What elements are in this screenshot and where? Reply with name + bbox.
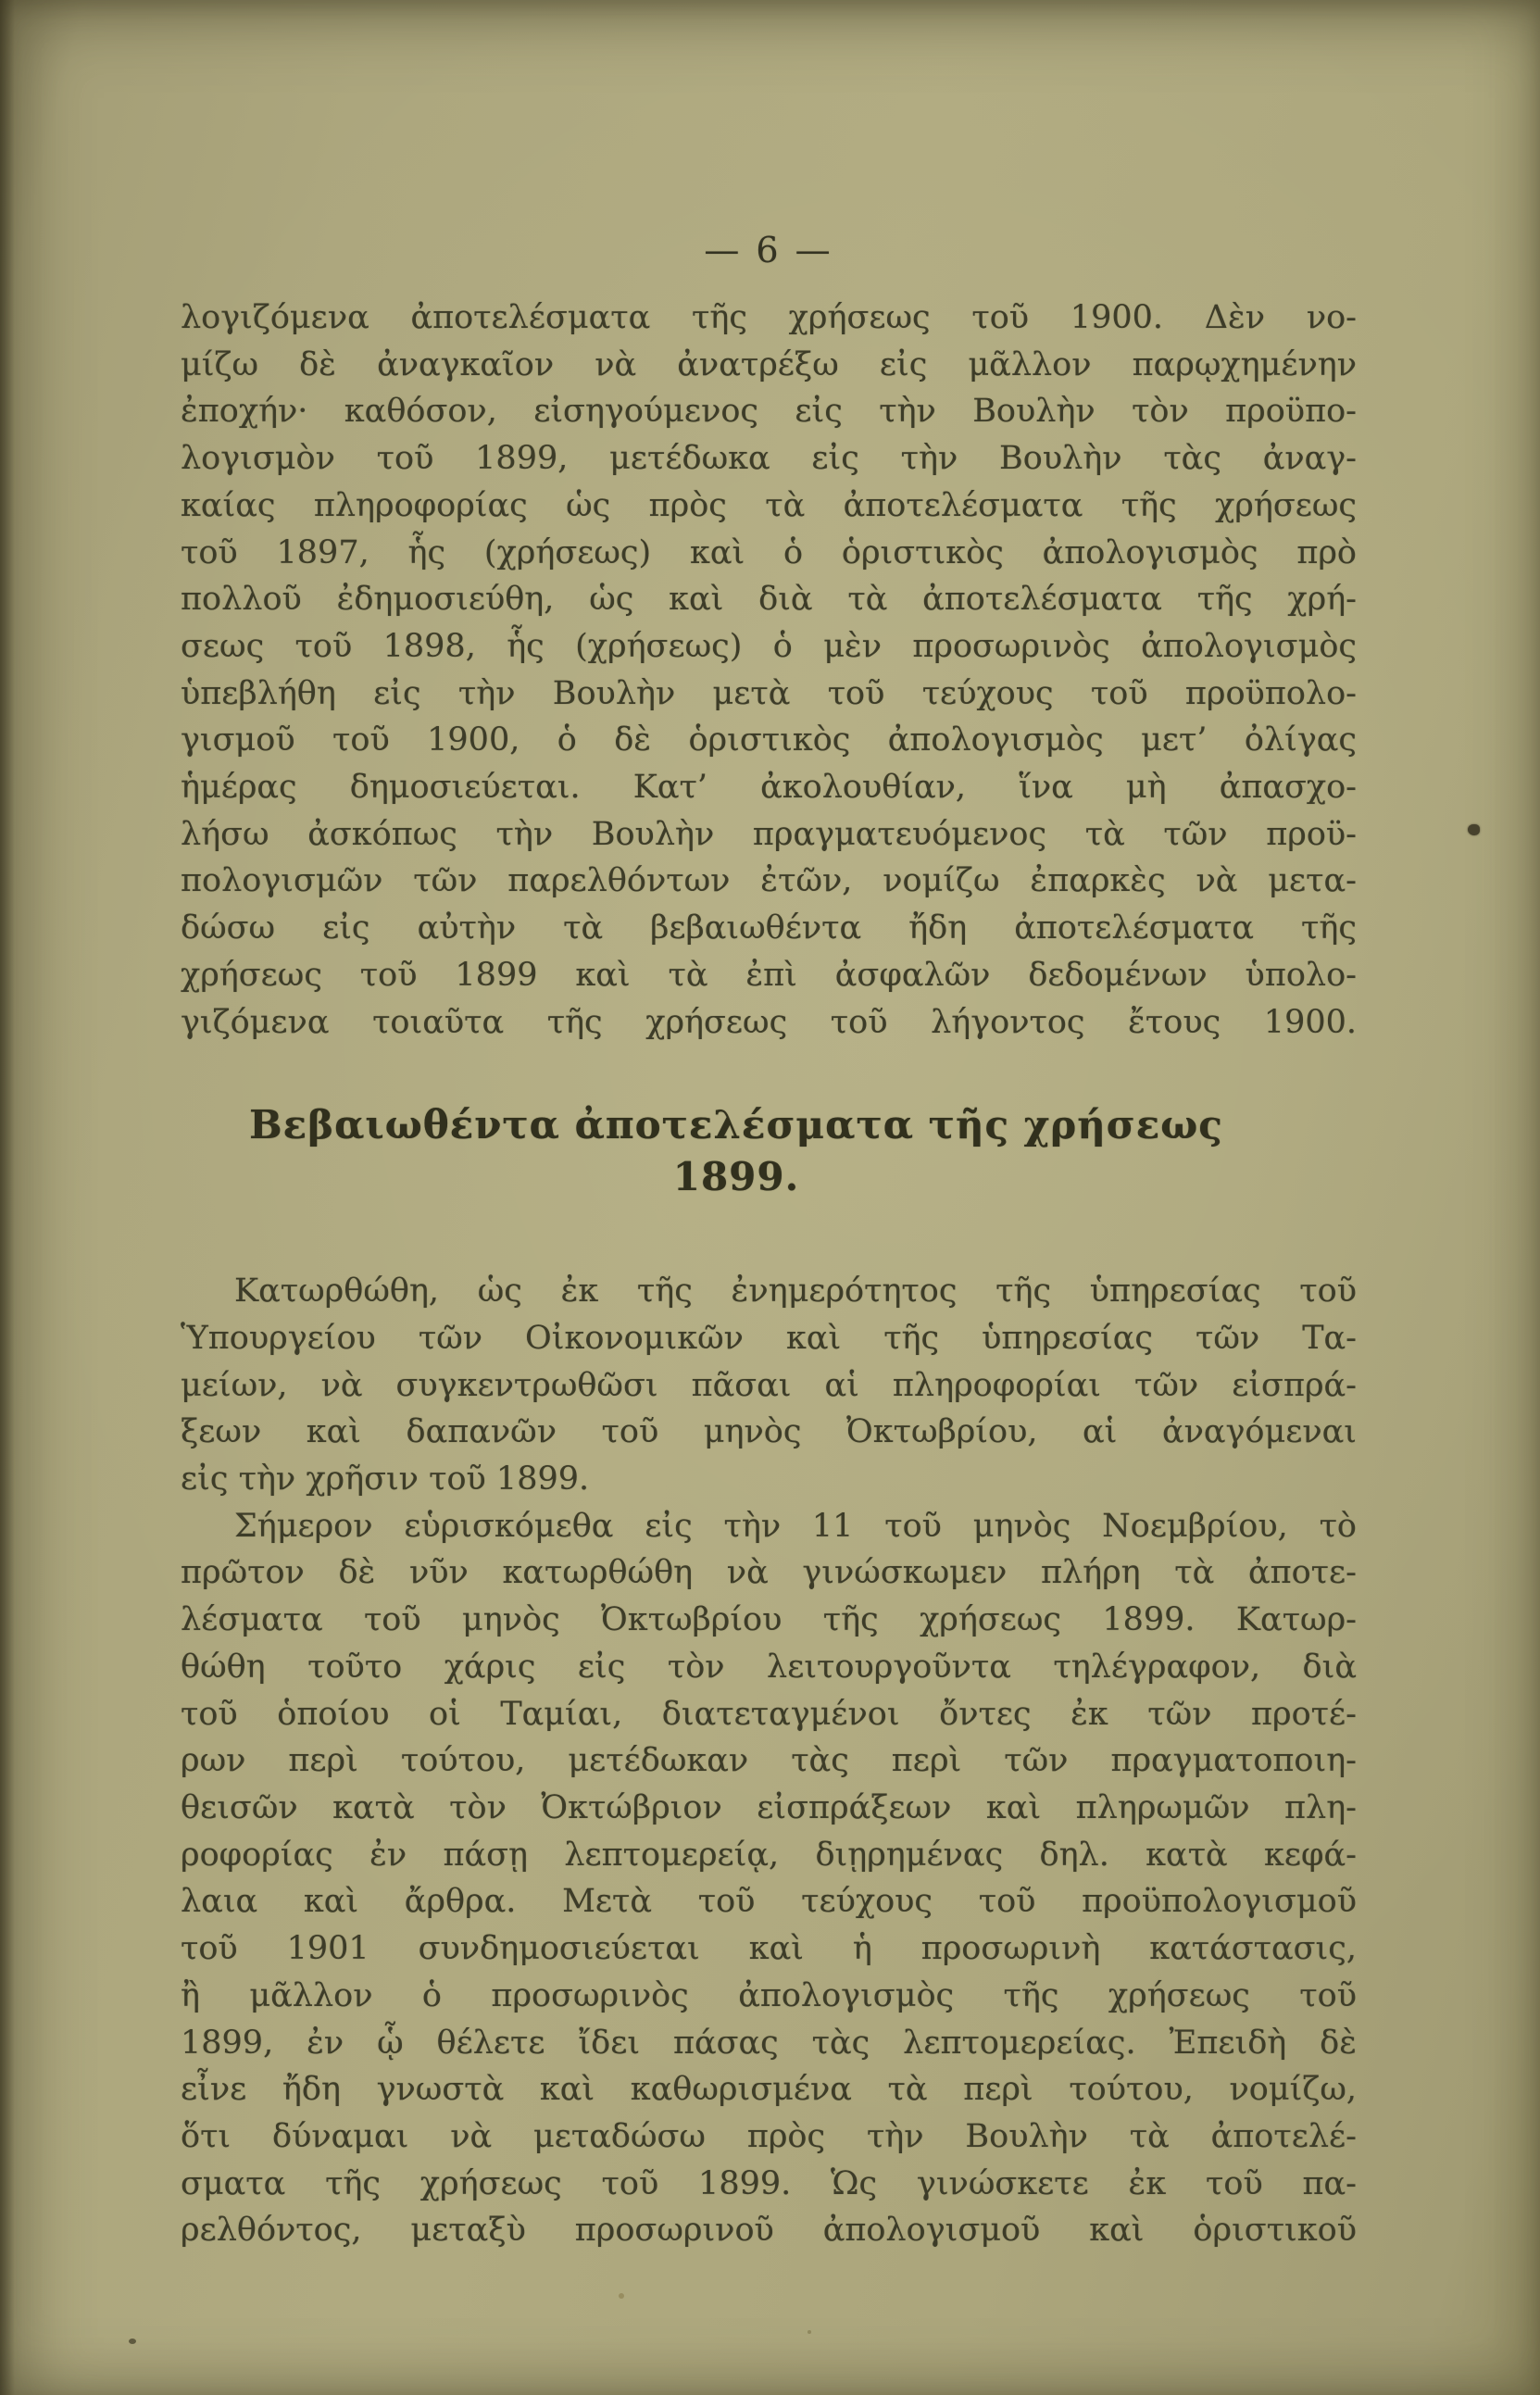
text-line: γισμοῦ τοῦ 1900, ὁ δὲ ὁριστικὸς ἀπολογισμὸς μετ’ ὀλίγας — [181, 721, 1357, 759]
text-line: τοῦ ὁποίου οἱ Ταμίαι, διατεταγμένοι ὄντες ἐκ τῶν προτέ- — [181, 1695, 1357, 1733]
ink-spot — [1468, 824, 1480, 835]
text-line: χρήσεως τοῦ 1899 καὶ τὰ ἐπὶ ἀσφαλῶν δεδομένων ὑπολο- — [181, 956, 1357, 994]
ink-spot — [129, 2339, 136, 2344]
section-heading: Βεβαιωθέντα ἀποτελέσματα τῆς χρήσεως 1899. — [249, 1102, 1223, 1200]
page-number: — 6 — — [704, 230, 833, 270]
text-line: ρελθόντος, μεταξὺ προσωρινοῦ ἀπολογισμοῦ καὶ ὁριστικοῦ — [181, 2212, 1357, 2250]
binding-edge-shadow — [0, 0, 15, 2395]
text-line: λογισμὸν τοῦ 1899, μετέδωκα εἰς τὴν Βουλὴν τὰς ἀναγ- — [181, 440, 1357, 478]
text-line: λογιζόμενα ἀποτελέσματα τῆς χρήσεως τοῦ 1900. Δὲν νο- — [181, 299, 1357, 336]
text-line: Κατωρθώθη, ὡς ἐκ τῆς ἐνημερότητος τῆς ὑπηρεσίας τοῦ — [234, 1273, 1357, 1310]
text-line: πολογισμῶν τῶν παρελθόντων ἐτῶν, νομίζω ἐπαρκὲς νὰ μετα- — [181, 862, 1357, 900]
text-line: δώσω εἰς αὐτὴν τὰ βεβαιωθέντα ἤδη ἀποτελέσματα τῆς — [181, 909, 1357, 947]
paragraph — [181, 1268, 1357, 1503]
text-line: γιζόμενα τοιαῦτα τῆς χρήσεως τοῦ λήγοντος ἔτους 1900. — [181, 1003, 1357, 1041]
text-line: μείων, νὰ συγκεντρωθῶσι πᾶσαι αἱ πληροφορίαι τῶν εἰσπρά- — [181, 1366, 1357, 1404]
text-line: ρων περὶ τούτου, μετέδωκαν τὰς περὶ τῶν πραγματοποιη- — [181, 1742, 1357, 1780]
text-line: ροφορίας ἐν πάσῃ λεπτομερείᾳ, διῃρημένας δηλ. κατὰ κεφά- — [181, 1836, 1357, 1874]
paper-speck — [808, 2330, 811, 2334]
text-line: πολλοῦ ἐδημοσιεύθη, ὡς καὶ διὰ τὰ ἀποτελέσματα τῆς χρή- — [181, 581, 1357, 619]
text-line: καίας πληροφορίας ὡς πρὸς τὰ ἀποτελέσματα τῆς χρήσεως — [181, 486, 1357, 524]
paragraph — [181, 1503, 1357, 2254]
text-line: ξεων καὶ δαπανῶν τοῦ μηνὸς Ὀκτωβρίου, αἱ ἀναγόμεναι — [181, 1413, 1357, 1451]
text-line: 1899, ἐν ᾧ θέλετε ἴδει πάσας τὰς λεπτομερείας. Ἐπειδὴ δὲ — [181, 2024, 1357, 2062]
text-line: μίζω δὲ ἀναγκαῖον νὰ ἀνατρέξω εἰς μᾶλλον παρῳχημένην — [181, 345, 1357, 383]
text-line: πρῶτον δὲ νῦν κατωρθώθη νὰ γινώσκωμεν πλήρη τὰ ἀποτε- — [181, 1554, 1357, 1592]
text-line: λέσματα τοῦ μηνὸς Ὀκτωβρίου τῆς χρήσεως 1899. Κατωρ- — [181, 1601, 1357, 1639]
paper-speck — [619, 2293, 624, 2299]
text-line: σματα τῆς χρήσεως τοῦ 1899. Ὡς γινώσκετε ἐκ τοῦ πα- — [181, 2164, 1357, 2202]
text-line: θώθη τοῦτο χάρις εἰς τὸν λειτουργοῦντα τηλέγραφον, διὰ — [181, 1648, 1357, 1686]
text-line: σεως τοῦ 1898, ἧς (χρήσεως) ὁ μὲν προσωρινὸς ἀπολογισμὸς — [181, 627, 1357, 665]
text-line: ὑπεβλήθη εἰς τὴν Βουλὴν μετὰ τοῦ τεύχους τοῦ προϋπολο- — [181, 674, 1357, 712]
text-block — [181, 295, 1357, 2254]
text-line: εἶνε ἤδη γνωστὰ καὶ καθωρισμένα τὰ περὶ τούτου, νομίζω, — [181, 2071, 1357, 2109]
text-line: Ὑπουργείου τῶν Οἰκονομικῶν καὶ τῆς ὑπηρεσίας τῶν Τα- — [181, 1319, 1357, 1357]
text-line: λήσω ἀσκόπως τὴν Βουλὴν πραγματευόμενος τὰ τῶν προϋ- — [181, 815, 1357, 853]
text-line: ἡμέρας δημοσιεύεται. Κατ’ ἀκολουθίαν, ἵνα μὴ ἀπασχο- — [181, 769, 1357, 807]
text-line: θεισῶν κατὰ τὸν Ὀκτώβριον εἰσπράξεων καὶ πληρωμῶν πλη- — [181, 1788, 1357, 1826]
text-line: ὅτι δύναμαι νὰ μεταδώσω πρὸς τὴν Βουλὴν τὰ ἀποτελέ- — [181, 2117, 1357, 2155]
text-line: τοῦ 1901 συνδημοσιεύεται καὶ ἡ προσωρινὴ κατάστασις, — [181, 1930, 1357, 1968]
text-line: Σήμερον εὑρισκόμεθα εἰς τὴν 11 τοῦ μηνὸς Νοεμβρίου, τὸ — [234, 1507, 1357, 1545]
text-line: ἐποχήν· καθόσον, εἰσηγούμενος εἰς τὴν Βουλὴν τὸν προϋπο- — [181, 393, 1357, 431]
text-line: λαια καὶ ἄρθρα. Μετὰ τοῦ τεύχους τοῦ προϋπολογισμοῦ — [181, 1883, 1357, 1921]
text-line: εἰς τὴν χρῆσιν τοῦ 1899. — [181, 1461, 590, 1498]
text-line: τοῦ 1897, ἧς (χρήσεως) καὶ ὁ ὁριστικὸς ἀπολογισμὸς πρὸ — [181, 533, 1357, 571]
text-line: ἢ μᾶλλον ὁ προσωρινὸς ἀπολογισμὸς τῆς χρήσεως τοῦ — [181, 1976, 1357, 2014]
paragraph — [181, 295, 1357, 1046]
